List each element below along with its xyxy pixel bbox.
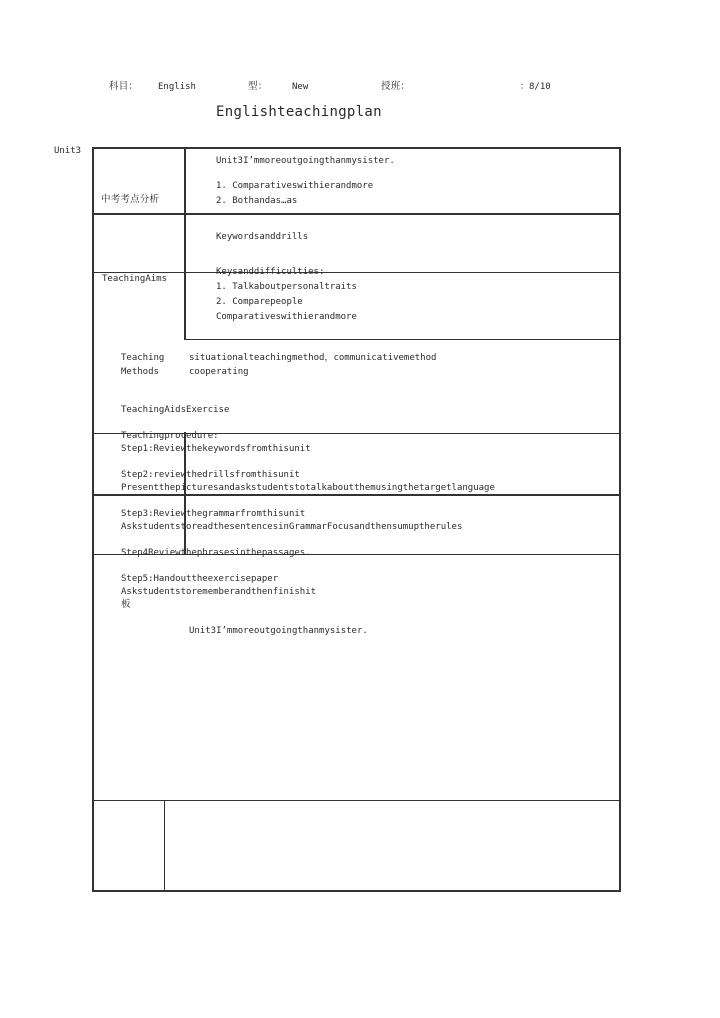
procedure-step-5: Step5:Handouttheexercisepaper	[121, 574, 279, 584]
aims-keys: Keysanddifficulties:	[216, 267, 325, 277]
row-divider-exam	[93, 213, 621, 215]
procedure-step-3: Step3:Reviewthegrammarfromthisunit	[121, 509, 306, 519]
procedure-heading: Teachingprocedure:	[121, 431, 219, 441]
methods-line-1: situationalteachingmethod，communicativemethod	[189, 353, 437, 363]
exam-label: 中考考点分析	[101, 194, 160, 205]
class-label: 授班：	[381, 81, 411, 92]
page-title: Englishteachingplan	[216, 104, 382, 120]
aids-text: TeachingAidsExercise	[121, 405, 230, 415]
aims-item-3: Comparativeswithierandmore	[216, 312, 357, 322]
type-label: 型：	[248, 81, 268, 92]
aims-label: TeachingAims	[102, 274, 168, 284]
exam-line-3: 2. Bothandas…as	[216, 196, 298, 206]
row-divider-aims	[185, 339, 621, 340]
exam-line-1: Unit3I’mmoreoutgoingthanmysister.	[216, 156, 395, 166]
notes-column-divider	[164, 800, 165, 892]
table-right-border	[619, 147, 621, 892]
subject-label: 科目：	[109, 81, 139, 92]
board-label: 板	[121, 599, 131, 610]
table-left-border	[92, 147, 94, 892]
row-divider-step2	[93, 494, 621, 496]
methods-line-2: cooperating	[189, 367, 249, 377]
row-divider-notes	[93, 800, 621, 801]
subject-value: English	[158, 82, 196, 92]
label-column-divider	[184, 147, 186, 340]
procedure-step-5b: Askstudentstorememberandthenfinishit	[121, 587, 317, 597]
aims-item-2: 2. Comparepeople	[216, 297, 303, 307]
procedure-step-1: Step1:Reviewthekeywordsfromthisunit	[121, 444, 311, 454]
methods-label-2: Methods	[121, 367, 159, 377]
aims-item-1: 1. Talkaboutpersonaltraits	[216, 282, 357, 292]
board-line: Unit3I’mmoreoutgoingthanmysister.	[189, 626, 368, 636]
table-bottom-border	[93, 890, 621, 892]
aims-keywords: Keywordsanddrills	[216, 232, 309, 242]
exam-line-2: 1. Comparativeswithierandmore	[216, 181, 374, 191]
procedure-step-3b: AskstudentstoreadthesentencesinGrammarFocusandthensumuptherules	[121, 522, 463, 532]
unit-label: Unit3	[54, 146, 82, 156]
procedure-step-4: Step4Reviewthephrasesinthepassages.	[121, 548, 311, 558]
methods-label-1: Teaching	[121, 353, 165, 363]
table-top-border	[93, 147, 621, 149]
type-value: New	[292, 82, 309, 92]
procedure-step-2: Step2:reviewthedrillsfromthisunit	[121, 470, 300, 480]
procedure-step-2b: Presentthepicturesandaskstudentstotalkaboutthemusingthetargetlanguage	[121, 483, 495, 493]
row-divider-keywords	[93, 272, 621, 273]
date-value: ：8/10	[520, 82, 551, 92]
